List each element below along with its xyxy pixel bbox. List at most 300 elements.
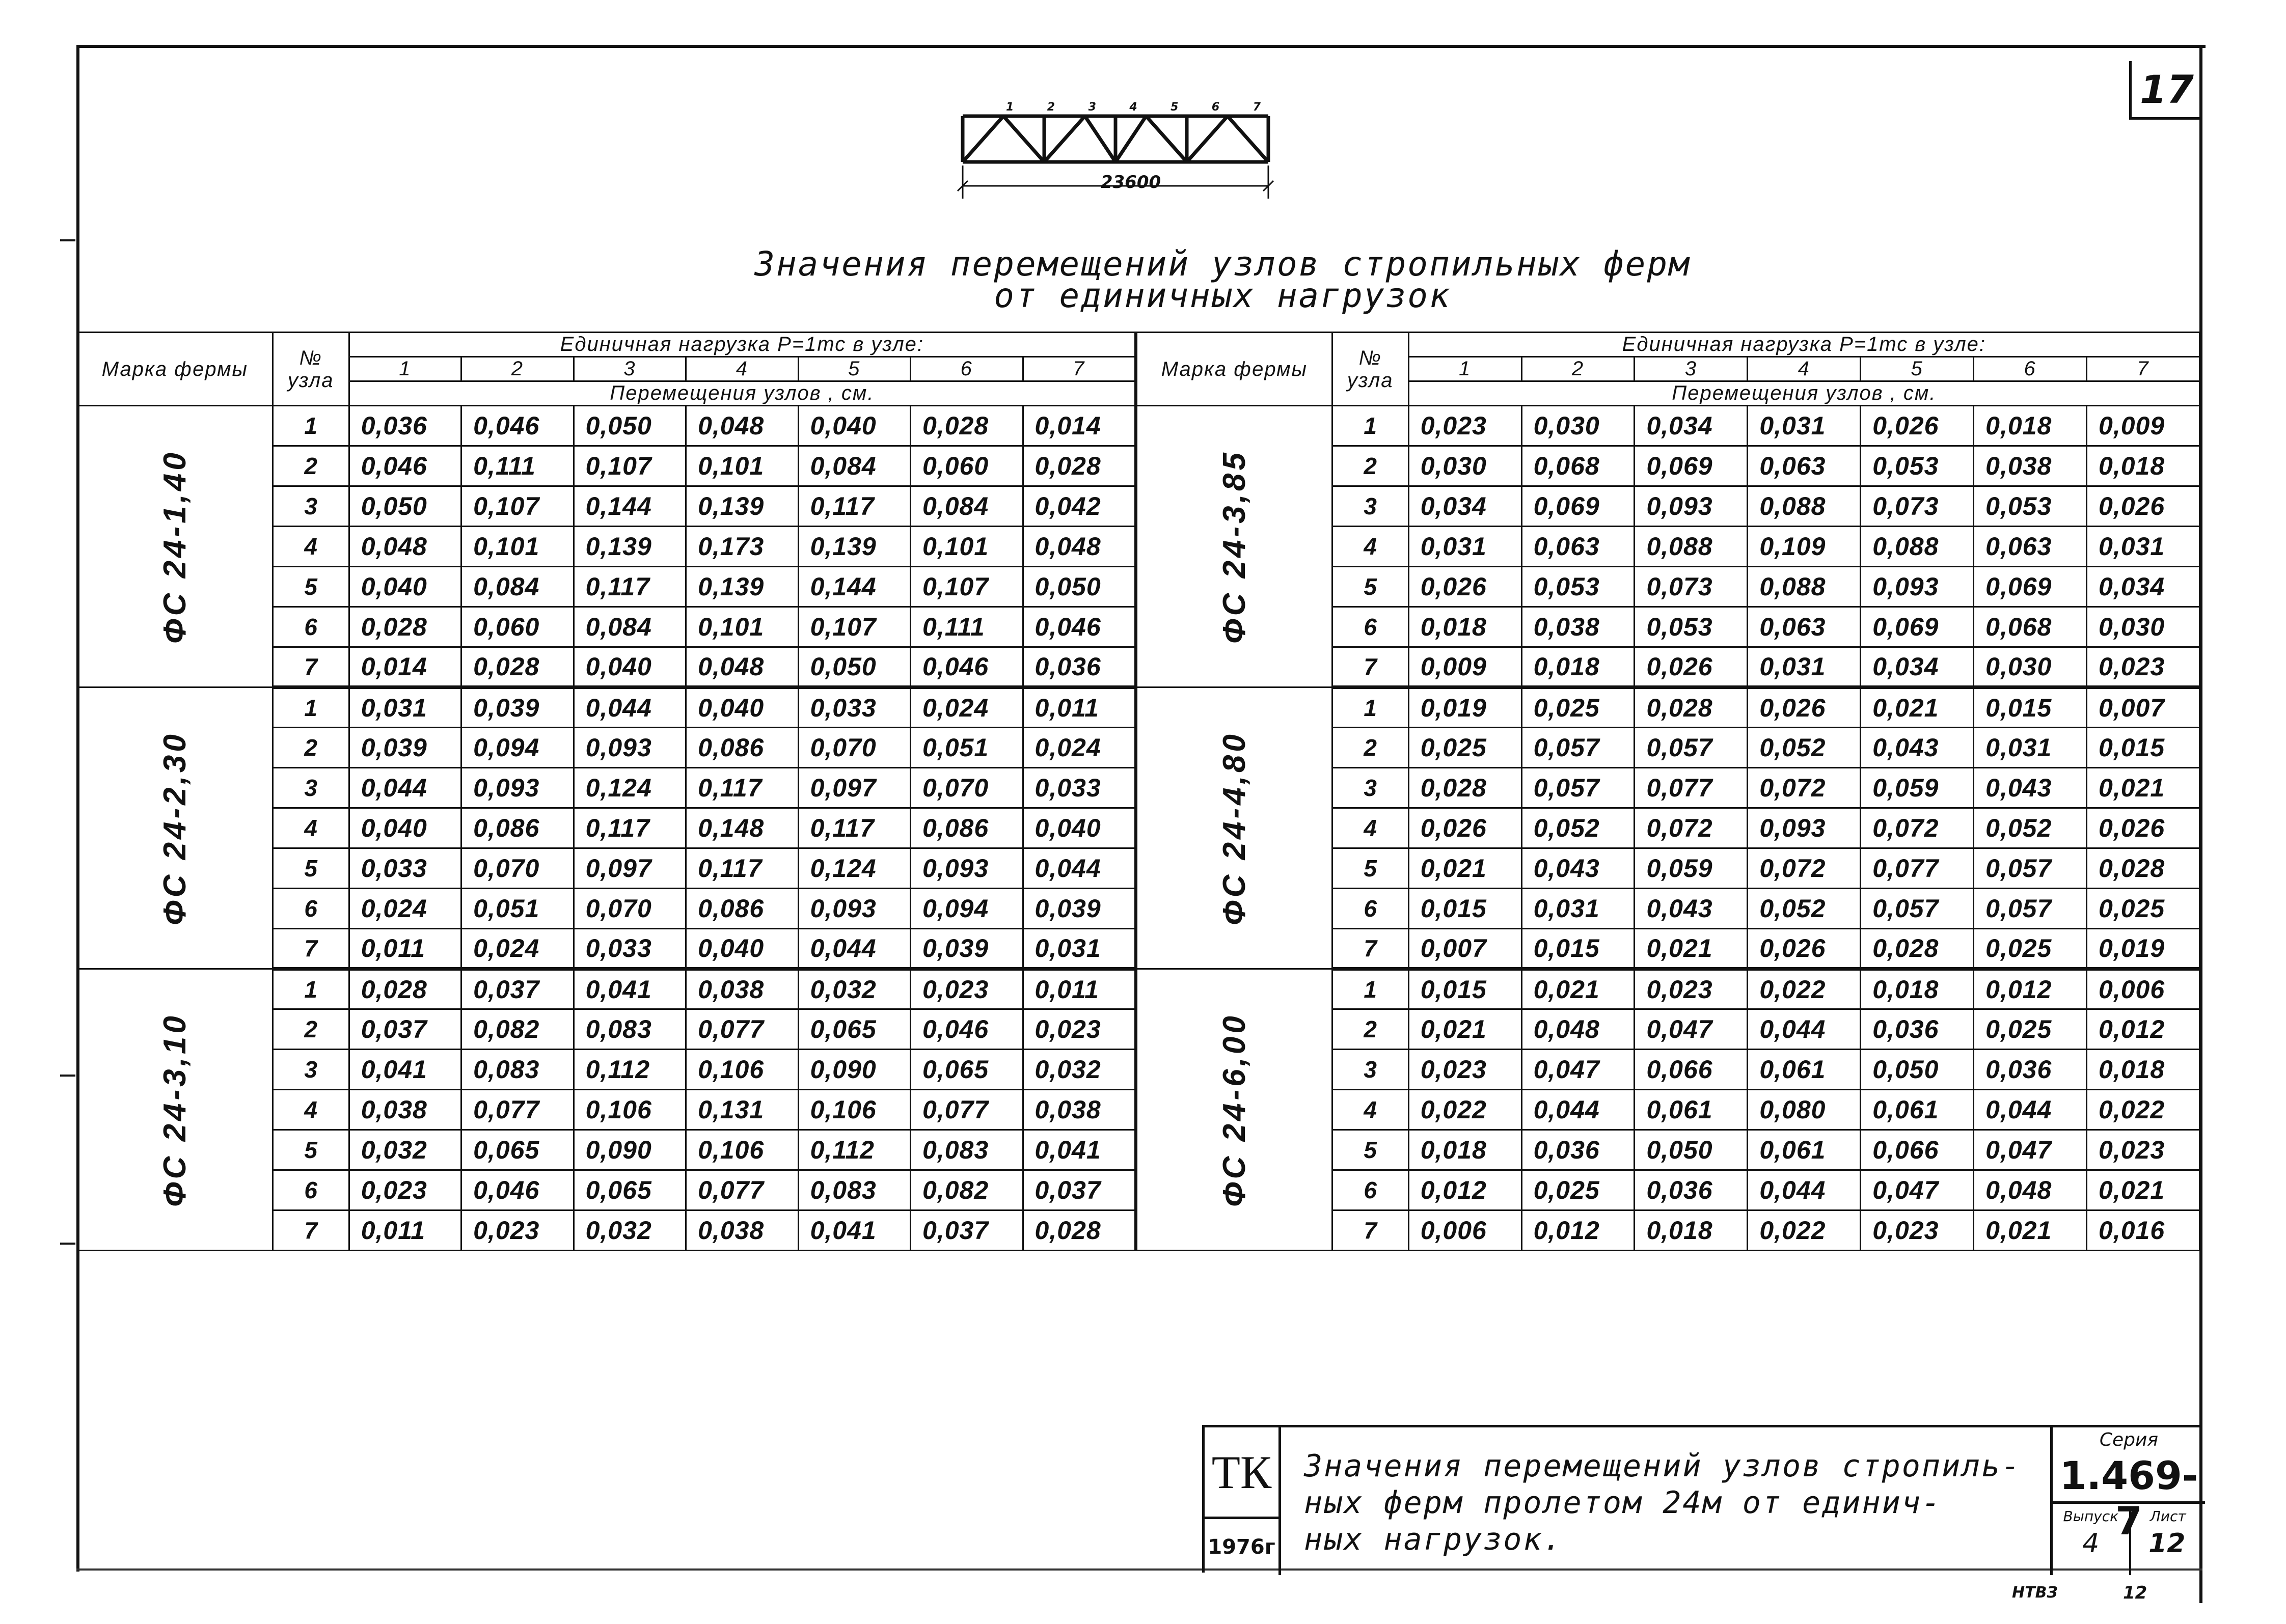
displacement-value: 0,011 — [1023, 687, 1135, 728]
displacement-value: 0,012 — [1974, 969, 2087, 1009]
displacement-value: 0,038 — [349, 1090, 461, 1130]
displacement-value: 0,044 — [574, 687, 686, 728]
displacement-value: 0,107 — [461, 486, 574, 527]
displacement-value: 0,053 — [1861, 446, 1974, 486]
displacement-value: 0,094 — [461, 728, 574, 768]
displacement-value: 0,023 — [1408, 406, 1521, 446]
displacement-value: 0,106 — [686, 1130, 798, 1170]
load-node-header: 2 — [1521, 357, 1635, 381]
truss-mark-cell — [77, 406, 273, 687]
displacement-value: 0,009 — [2087, 406, 2200, 446]
displacement-value: 0,046 — [461, 1170, 574, 1210]
displacement-value: 0,080 — [1748, 1090, 1861, 1130]
displacement-value: 0,028 — [1408, 768, 1521, 808]
displacement-value: 0,077 — [461, 1090, 574, 1130]
displacement-value: 0,043 — [1974, 768, 2087, 808]
displacement-value: 0,028 — [1635, 687, 1748, 728]
displacement-value: 0,031 — [1748, 647, 1861, 687]
displacement-value: 0,057 — [1861, 889, 1974, 929]
displacement-value: 0,031 — [1521, 889, 1635, 929]
displacement-value: 0,106 — [686, 1050, 798, 1090]
displacement-value: 0,025 — [2087, 889, 2200, 929]
footer-code: НТВЗ — [2012, 1584, 2058, 1602]
displacement-value: 0,144 — [574, 486, 686, 527]
sheet-value: 12 — [2148, 1528, 2186, 1559]
table-row — [77, 969, 1135, 1009]
table-row — [77, 406, 1135, 446]
displacement-value: 0,090 — [798, 1050, 910, 1090]
displacement-table-left — [76, 332, 1136, 1251]
displacement-value: 0,072 — [1635, 808, 1748, 848]
displacement-value: 0,053 — [1974, 486, 2087, 527]
series-label: Серия — [2099, 1429, 2159, 1450]
load-node-header: 4 — [686, 357, 798, 381]
displacement-value: 0,038 — [1023, 1090, 1135, 1130]
load-node-header: 1 — [1408, 357, 1521, 381]
displacement-value: 0,088 — [1748, 486, 1861, 527]
truss-node-label: 2 — [1047, 101, 1055, 114]
displacement-value: 0,026 — [1748, 687, 1861, 728]
issue-value: 4 — [2082, 1528, 2100, 1559]
displacement-value: 0,047 — [1521, 1050, 1635, 1090]
displacement-value: 0,036 — [349, 406, 461, 446]
displacement-value: 0,050 — [574, 406, 686, 446]
displacements-header: Перемещения узлов , см. — [1408, 381, 2199, 406]
displacement-value: 0,117 — [798, 486, 910, 527]
displacement-value: 0,026 — [1408, 567, 1521, 607]
displacement-value: 0,037 — [1023, 1170, 1135, 1210]
truss-node-label: 4 — [1129, 101, 1137, 114]
displacement-value: 0,050 — [1023, 567, 1135, 607]
displacement-value: 0,051 — [461, 889, 574, 929]
displacement-value: 0,073 — [1861, 486, 1974, 527]
displacement-value: 0,026 — [1408, 808, 1521, 848]
displacement-value: 0,033 — [798, 687, 910, 728]
displacement-value: 0,124 — [798, 848, 910, 889]
truss-mark-cell — [77, 969, 273, 1251]
node-number: 3 — [273, 486, 349, 527]
issue-label: Выпуск — [2063, 1508, 2118, 1525]
node-number: 6 — [1332, 889, 1408, 929]
displacement-value: 0,012 — [1408, 1170, 1521, 1210]
title-line-1: Значения перемещений узлов стропильных ферм — [754, 244, 1691, 284]
truss-mark-header: Марка фермы — [1137, 333, 1332, 406]
displacement-value: 0,038 — [1974, 446, 2087, 486]
displacement-value: 0,021 — [2087, 768, 2200, 808]
displacement-value: 0,117 — [574, 567, 686, 607]
displacement-value: 0,083 — [461, 1050, 574, 1090]
displacement-value: 0,117 — [798, 808, 910, 848]
displacement-value: 0,023 — [461, 1210, 574, 1251]
displacement-value: 0,032 — [349, 1130, 461, 1170]
displacement-value: 0,006 — [2087, 969, 2200, 1009]
displacement-value: 0,032 — [574, 1210, 686, 1251]
title-line-2: от единичных нагрузок — [994, 276, 1451, 315]
displacement-value: 0,038 — [1521, 607, 1635, 647]
node-number: 3 — [273, 768, 349, 808]
node-number: 4 — [273, 808, 349, 848]
displacement-value: 0,037 — [349, 1009, 461, 1050]
displacement-value: 0,036 — [1861, 1009, 1974, 1050]
displacement-value: 0,043 — [1861, 728, 1974, 768]
displacement-value: 0,060 — [911, 446, 1023, 486]
displacement-value: 0,057 — [1974, 889, 2087, 929]
truss-node-label: 1 — [1006, 101, 1014, 114]
displacement-value: 0,041 — [574, 969, 686, 1009]
truss-node-label: 3 — [1088, 101, 1096, 114]
displacement-value: 0,018 — [1521, 647, 1635, 687]
node-number: 2 — [1332, 1009, 1408, 1050]
displacement-value: 0,044 — [1748, 1009, 1861, 1050]
displacement-value: 0,084 — [461, 567, 574, 607]
displacement-value: 0,088 — [1635, 527, 1748, 567]
node-number: 4 — [1332, 1090, 1408, 1130]
displacement-value: 0,015 — [1974, 687, 2087, 728]
truss-mark-cell — [1137, 406, 1332, 687]
truss-mark-cell — [77, 687, 273, 969]
displacement-value: 0,026 — [1635, 647, 1748, 687]
displacement-value: 0,034 — [2087, 567, 2200, 607]
displacement-value: 0,072 — [1861, 808, 1974, 848]
displacement-value: 0,030 — [1974, 647, 2087, 687]
displacement-value: 0,061 — [1635, 1090, 1748, 1130]
node-number: 5 — [273, 567, 349, 607]
displacement-value: 0,040 — [349, 808, 461, 848]
displacement-value: 0,032 — [798, 969, 910, 1009]
displacement-value: 0,028 — [349, 969, 461, 1009]
displacement-value: 0,023 — [349, 1170, 461, 1210]
displacement-value: 0,047 — [1861, 1170, 1974, 1210]
displacement-value: 0,046 — [461, 406, 574, 446]
displacement-value: 0,117 — [686, 848, 798, 889]
displacement-value: 0,036 — [1023, 647, 1135, 687]
displacement-value: 0,038 — [686, 1210, 798, 1251]
displacement-value: 0,050 — [1635, 1130, 1748, 1170]
displacement-value: 0,015 — [1408, 889, 1521, 929]
displacement-value: 0,063 — [1748, 446, 1861, 486]
node-number: 1 — [1332, 687, 1408, 728]
displacement-value: 0,025 — [1521, 1170, 1635, 1210]
displacement-value: 0,066 — [1861, 1130, 1974, 1170]
displacement-value: 0,107 — [798, 607, 910, 647]
displacement-value: 0,086 — [686, 728, 798, 768]
displacement-value: 0,068 — [1521, 446, 1635, 486]
load-node-header: 2 — [461, 357, 574, 381]
displacement-value: 0,053 — [1635, 607, 1748, 647]
displacement-value: 0,101 — [686, 607, 798, 647]
displacement-value: 0,031 — [349, 687, 461, 728]
table-row — [1137, 687, 2200, 728]
node-number: 5 — [1332, 1130, 1408, 1170]
displacement-value: 0,048 — [686, 406, 798, 446]
displacement-value: 0,109 — [1748, 527, 1861, 567]
displacement-value: 0,034 — [1635, 406, 1748, 446]
displacement-value: 0,022 — [2087, 1090, 2200, 1130]
displacement-value: 0,069 — [1635, 446, 1748, 486]
displacement-value: 0,097 — [574, 848, 686, 889]
displacements-header: Перемещения узлов , см. — [349, 381, 1135, 406]
truss-node-numbers — [1006, 101, 1261, 114]
displacement-value: 0,046 — [911, 1009, 1023, 1050]
displacement-value: 0,061 — [1748, 1050, 1861, 1090]
title-block-description: Значения перемещений узлов стропиль- ных ферм пролетом 24м от единич- ных нагрузок. — [1304, 1448, 2022, 1557]
displacement-value: 0,052 — [1748, 889, 1861, 929]
displacement-value: 0,173 — [686, 527, 798, 567]
displacement-value: 0,069 — [1861, 607, 1974, 647]
sheet-title — [611, 244, 1834, 315]
displacement-value: 0,022 — [1408, 1090, 1521, 1130]
displacement-value: 0,112 — [798, 1130, 910, 1170]
node-number: 6 — [273, 607, 349, 647]
displacement-value: 0,028 — [349, 607, 461, 647]
displacement-value: 0,024 — [1023, 728, 1135, 768]
displacement-value: 0,107 — [911, 567, 1023, 607]
node-number: 7 — [273, 929, 349, 969]
displacement-value: 0,026 — [2087, 486, 2200, 527]
displacement-value: 0,082 — [461, 1009, 574, 1050]
node-number: 6 — [1332, 1170, 1408, 1210]
node-no-header: № узла — [273, 333, 349, 406]
displacement-value: 0,018 — [1635, 1210, 1748, 1251]
displacement-value: 0,031 — [1408, 527, 1521, 567]
displacement-value: 0,069 — [1974, 567, 2087, 607]
displacement-value: 0,025 — [1521, 687, 1635, 728]
displacement-value: 0,111 — [461, 446, 574, 486]
truss-mark-cell — [1137, 969, 1332, 1251]
displacement-value: 0,031 — [1748, 406, 1861, 446]
displacement-value: 0,023 — [2087, 1130, 2200, 1170]
displacement-value: 0,015 — [1521, 929, 1635, 969]
displacement-value: 0,037 — [911, 1210, 1023, 1251]
displacement-value: 0,052 — [1521, 808, 1635, 848]
displacement-value: 0,077 — [1635, 768, 1748, 808]
displacement-value: 0,070 — [911, 768, 1023, 808]
displacement-value: 0,041 — [1023, 1130, 1135, 1170]
truss-mark: ФС 24-1,40 — [157, 449, 193, 644]
displacement-value: 0,063 — [1974, 527, 2087, 567]
truss-mark: ФС 24-2,30 — [157, 731, 193, 925]
displacement-value: 0,124 — [574, 768, 686, 808]
node-no-header: № узла — [1332, 333, 1408, 406]
displacement-value: 0,044 — [1748, 1170, 1861, 1210]
displacement-value: 0,025 — [1408, 728, 1521, 768]
displacement-value: 0,041 — [349, 1050, 461, 1090]
displacement-value: 0,028 — [2087, 848, 2200, 889]
displacement-value: 0,036 — [1521, 1130, 1635, 1170]
displacement-value: 0,033 — [1023, 768, 1135, 808]
displacement-value: 0,094 — [911, 889, 1023, 929]
series-value: 1.469-7 — [2053, 1453, 2205, 1504]
displacement-value: 0,019 — [2087, 929, 2200, 969]
displacement-value: 0,139 — [686, 486, 798, 527]
displacement-value: 0,093 — [911, 848, 1023, 889]
displacement-value: 0,101 — [911, 527, 1023, 567]
truss-mark: ФС 24-3,85 — [1216, 449, 1252, 644]
displacement-value: 0,070 — [798, 728, 910, 768]
displacement-value: 0,082 — [911, 1170, 1023, 1210]
displacement-value: 0,065 — [574, 1170, 686, 1210]
node-number: 2 — [273, 446, 349, 486]
node-number: 7 — [273, 647, 349, 687]
displacement-value: 0,039 — [461, 687, 574, 728]
table-row — [77, 687, 1135, 728]
displacement-value: 0,012 — [2087, 1009, 2200, 1050]
displacement-value: 0,077 — [686, 1170, 798, 1210]
node-number: 5 — [273, 848, 349, 889]
displacement-value: 0,040 — [686, 687, 798, 728]
displacement-value: 0,044 — [1023, 848, 1135, 889]
displacement-value: 0,046 — [911, 647, 1023, 687]
node-number: 1 — [273, 406, 349, 446]
displacement-value: 0,057 — [1635, 728, 1748, 768]
node-number: 6 — [1332, 607, 1408, 647]
displacement-value: 0,069 — [1521, 486, 1635, 527]
displacement-value: 0,057 — [1521, 728, 1635, 768]
displacement-value: 0,028 — [1023, 446, 1135, 486]
displacement-value: 0,072 — [1748, 768, 1861, 808]
displacement-value: 0,050 — [1861, 1050, 1974, 1090]
displacement-value: 0,053 — [1521, 567, 1635, 607]
displacement-value: 0,023 — [1408, 1050, 1521, 1090]
displacement-value: 0,093 — [574, 728, 686, 768]
load-node-header: 7 — [2087, 357, 2200, 381]
displacement-value: 0,070 — [461, 848, 574, 889]
displacement-value: 0,024 — [349, 889, 461, 929]
displacement-value: 0,077 — [911, 1090, 1023, 1130]
displacement-value: 0,042 — [1023, 486, 1135, 527]
displacement-value: 0,088 — [1861, 527, 1974, 567]
displacement-value: 0,023 — [2087, 647, 2200, 687]
displacement-value: 0,026 — [2087, 808, 2200, 848]
displacement-value: 0,059 — [1635, 848, 1748, 889]
displacement-value: 0,040 — [574, 647, 686, 687]
table-row — [1137, 969, 2200, 1009]
displacement-value: 0,044 — [1974, 1090, 2087, 1130]
displacement-value: 0,046 — [1023, 607, 1135, 647]
node-number: 5 — [273, 1130, 349, 1170]
displacement-value: 0,014 — [1023, 406, 1135, 446]
displacement-value: 0,083 — [574, 1009, 686, 1050]
displacement-value: 0,047 — [1635, 1009, 1748, 1050]
displacement-value: 0,028 — [1861, 929, 1974, 969]
node-number: 2 — [1332, 728, 1408, 768]
node-number: 6 — [273, 889, 349, 929]
displacement-value: 0,024 — [461, 929, 574, 969]
truss-node-label: 5 — [1171, 101, 1179, 114]
truss-mark-cell — [1137, 687, 1332, 969]
displacement-value: 0,073 — [1635, 567, 1748, 607]
node-number: 1 — [1332, 406, 1408, 446]
displacement-value: 0,048 — [1023, 527, 1135, 567]
displacement-value: 0,068 — [1974, 607, 2087, 647]
displacement-value: 0,018 — [2087, 1050, 2200, 1090]
displacement-value: 0,026 — [1748, 929, 1861, 969]
displacement-table-right — [1136, 332, 2200, 1251]
displacement-value: 0,048 — [1521, 1009, 1635, 1050]
displacement-value: 0,112 — [574, 1050, 686, 1090]
displacement-value: 0,019 — [1408, 687, 1521, 728]
displacement-value: 0,050 — [349, 486, 461, 527]
node-number: 2 — [273, 1009, 349, 1050]
title-block — [1202, 1425, 2202, 1573]
load-node-header: 6 — [911, 357, 1023, 381]
displacement-value: 0,063 — [1521, 527, 1635, 567]
truss-mark: ФС 24-3,10 — [157, 1012, 193, 1207]
displacement-value: 0,021 — [1521, 969, 1635, 1009]
displacement-value: 0,006 — [1408, 1210, 1521, 1251]
displacement-value: 0,086 — [461, 808, 574, 848]
displacement-value: 0,026 — [1861, 406, 1974, 446]
displacement-value: 0,031 — [1023, 929, 1135, 969]
displacement-value: 0,034 — [1861, 647, 1974, 687]
displacement-value: 0,021 — [1408, 848, 1521, 889]
node-number: 5 — [1332, 567, 1408, 607]
node-number: 5 — [1332, 848, 1408, 889]
displacement-value: 0,038 — [686, 969, 798, 1009]
binding-mark — [60, 1243, 75, 1245]
displacement-value: 0,101 — [461, 527, 574, 567]
displacement-value: 0,018 — [1861, 969, 1974, 1009]
displacement-value: 0,048 — [349, 527, 461, 567]
displacement-value: 0,023 — [911, 969, 1023, 1009]
load-node-header: 3 — [574, 357, 686, 381]
displacement-value: 0,084 — [798, 446, 910, 486]
org-code: ТК — [1205, 1427, 1281, 1519]
node-number: 3 — [1332, 1050, 1408, 1090]
displacement-value: 0,061 — [1861, 1090, 1974, 1130]
displacement-value: 0,012 — [1521, 1210, 1635, 1251]
displacement-value: 0,048 — [1974, 1170, 2087, 1210]
sheet-label: Лист — [2129, 1508, 2206, 1575]
series-box — [2050, 1427, 2205, 1575]
truss-node-label: 7 — [1253, 101, 1261, 114]
displacement-value: 0,016 — [2087, 1210, 2200, 1251]
displacement-value: 0,083 — [798, 1170, 910, 1210]
displacement-value: 0,083 — [911, 1130, 1023, 1170]
displacement-value: 0,028 — [461, 647, 574, 687]
displacement-value: 0,039 — [349, 728, 461, 768]
displacement-value: 0,070 — [574, 889, 686, 929]
displacement-value: 0,084 — [574, 607, 686, 647]
displacement-value: 0,015 — [1408, 969, 1521, 1009]
load-node-header: 5 — [798, 357, 910, 381]
displacement-value: 0,030 — [1521, 406, 1635, 446]
displacement-value: 0,021 — [2087, 1170, 2200, 1210]
node-number: 6 — [273, 1170, 349, 1210]
load-node-header: 3 — [1635, 357, 1748, 381]
displacement-value: 0,031 — [1974, 728, 2087, 768]
displacement-value: 0,086 — [686, 889, 798, 929]
binding-mark — [60, 1075, 75, 1077]
displacement-value: 0,025 — [1974, 1009, 2087, 1050]
span-dimension: 23600 — [1100, 172, 1161, 192]
displacement-value: 0,097 — [798, 768, 910, 808]
displacement-value: 0,047 — [1974, 1130, 2087, 1170]
displacement-value: 0,028 — [1023, 1210, 1135, 1251]
displacement-value: 0,059 — [1861, 768, 1974, 808]
node-number: 7 — [273, 1210, 349, 1251]
displacement-value: 0,032 — [1023, 1050, 1135, 1090]
displacement-value: 0,018 — [2087, 446, 2200, 486]
displacement-value: 0,046 — [349, 446, 461, 486]
displacement-value: 0,030 — [2087, 607, 2200, 647]
displacement-value: 0,023 — [1861, 1210, 1974, 1251]
displacement-value: 0,018 — [1408, 1130, 1521, 1170]
displacement-value: 0,093 — [1748, 808, 1861, 848]
displacement-value: 0,011 — [349, 1210, 461, 1251]
load-node-header: 7 — [1023, 357, 1135, 381]
node-number: 4 — [273, 1090, 349, 1130]
